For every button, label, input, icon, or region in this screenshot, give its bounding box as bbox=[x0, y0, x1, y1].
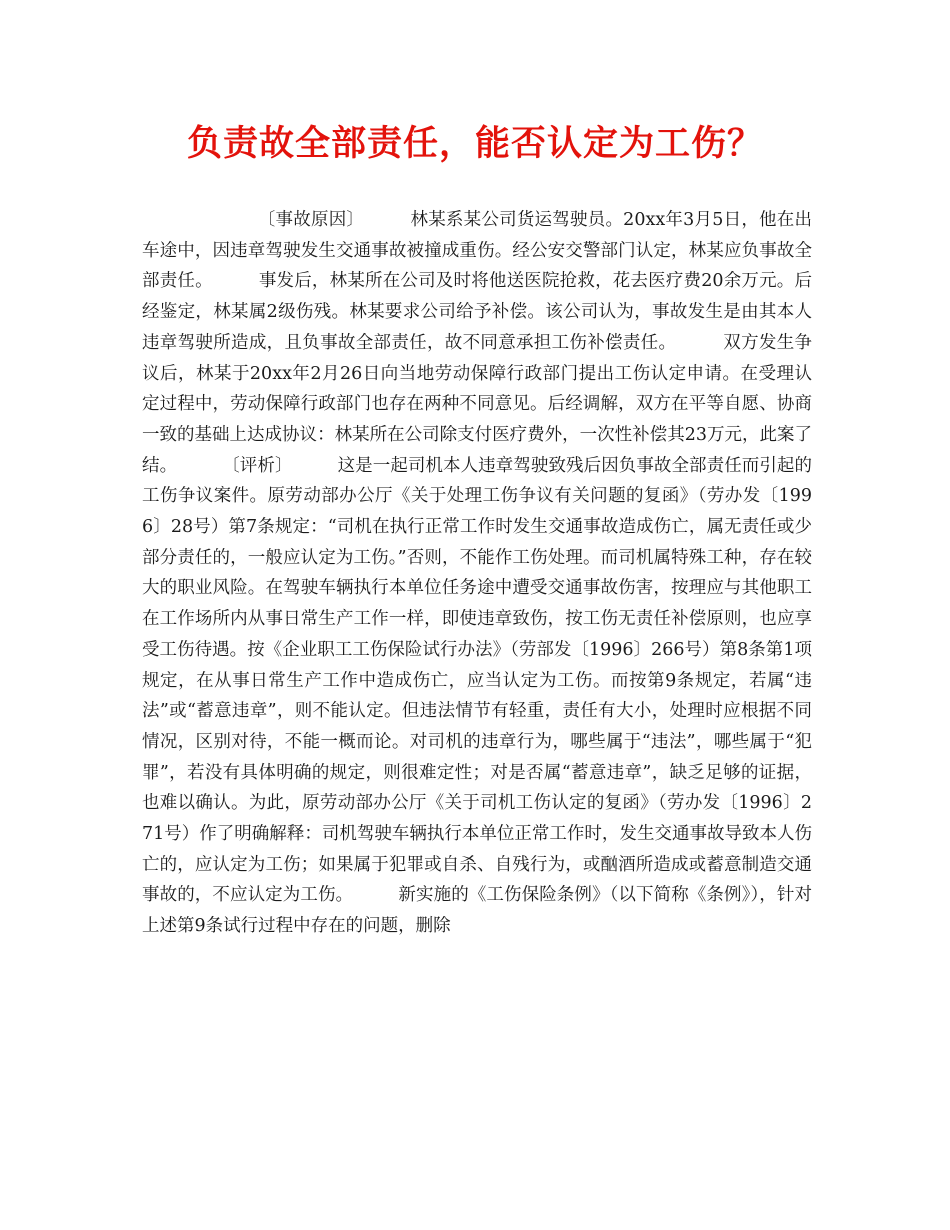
document-title: 负责故全部责任，能否认定为工伤？ bbox=[186, 123, 763, 164]
document-body: 〔事故原因〕 林某系某公司货运驾驶员。20xx年3月5日，他在出车途中，因违章驾驶发生交通事故被撞成重伤。经公安交警部门认定，林某应负事故全部责任。 事发后，林某所在公司及时将他送医院抢救，花去医疗费20余万元。后经鉴定，林某属2级伤残。林某要求公司给予补偿。该公司认为，事故发生是由其本人违章驾驶所造成，且负事故全部责任，故不同意承担工伤补偿责任。 双方发生争议后，林某于20xx年2月26日向当地劳动保障行政部门提出工伤认定申请。在受理认定过程中，劳动保障行政部门也存在两种不同意见。后经调解，双方在平等自愿、协商一致的基础上达成协议：林某所在公司除支付医疗费外，一次性补偿其23万元，此案了结。 〔评析〕 这是一起司机本人违章驾驶致残后因负事故全部责任而引起的工伤争议案件。原劳动部办公厅《关于处理工伤争议有关问题的复函》（劳办发〔1996〕28号）第7条规定：“司机在执行正常工作时发生交通事故造成伤亡，属无责任或少部分责任的，一般应认定为工伤。”否则，不能作工伤处理。而司机属特殊工种，存在较大的职业风险。在驾驶车辆执行本单位任务途中遭受交通事故伤害，按理应与其他职工在工作场所内从事日常生产工作一样，即使违章致伤，按工伤无责任补偿原则，也应享受工伤待遇。按《企业职工工伤保险试行办法》（劳部发〔1996〕266号）第8条第1项规定，在从事日常生产工作中造成伤亡，应当认定为工伤。而按第9条规定，若属“违法”或“蓄意违章”，则不能认定。但违法情节有轻重，责任有大小，处理时应根据不同情况，区别对待，不能一概而论。对司机的违章行为，哪些属于“违法”，哪些属于“犯罪”，若没有具体明确的规定，则很难定性；对是否属“蓄意违章”，缺乏足够的证据，也难以确认。为此，原劳动部办公厅《关于司机工伤认定的复函》（劳办发〔1996〕271号）作了明确解释：司机驾驶车辆执行本单位正常工作时，发生交通事故导致本人伤亡的，应认定为工伤；如果属于犯罪或自杀、自残行为，或酗酒所造成或蓄意制造交通事故的，不应认定为工伤。 新实施的《工伤保险条例》（以下简称《条例》），针对上述第9条试行过程中存在的问题，删除 bbox=[142, 210, 812, 937]
